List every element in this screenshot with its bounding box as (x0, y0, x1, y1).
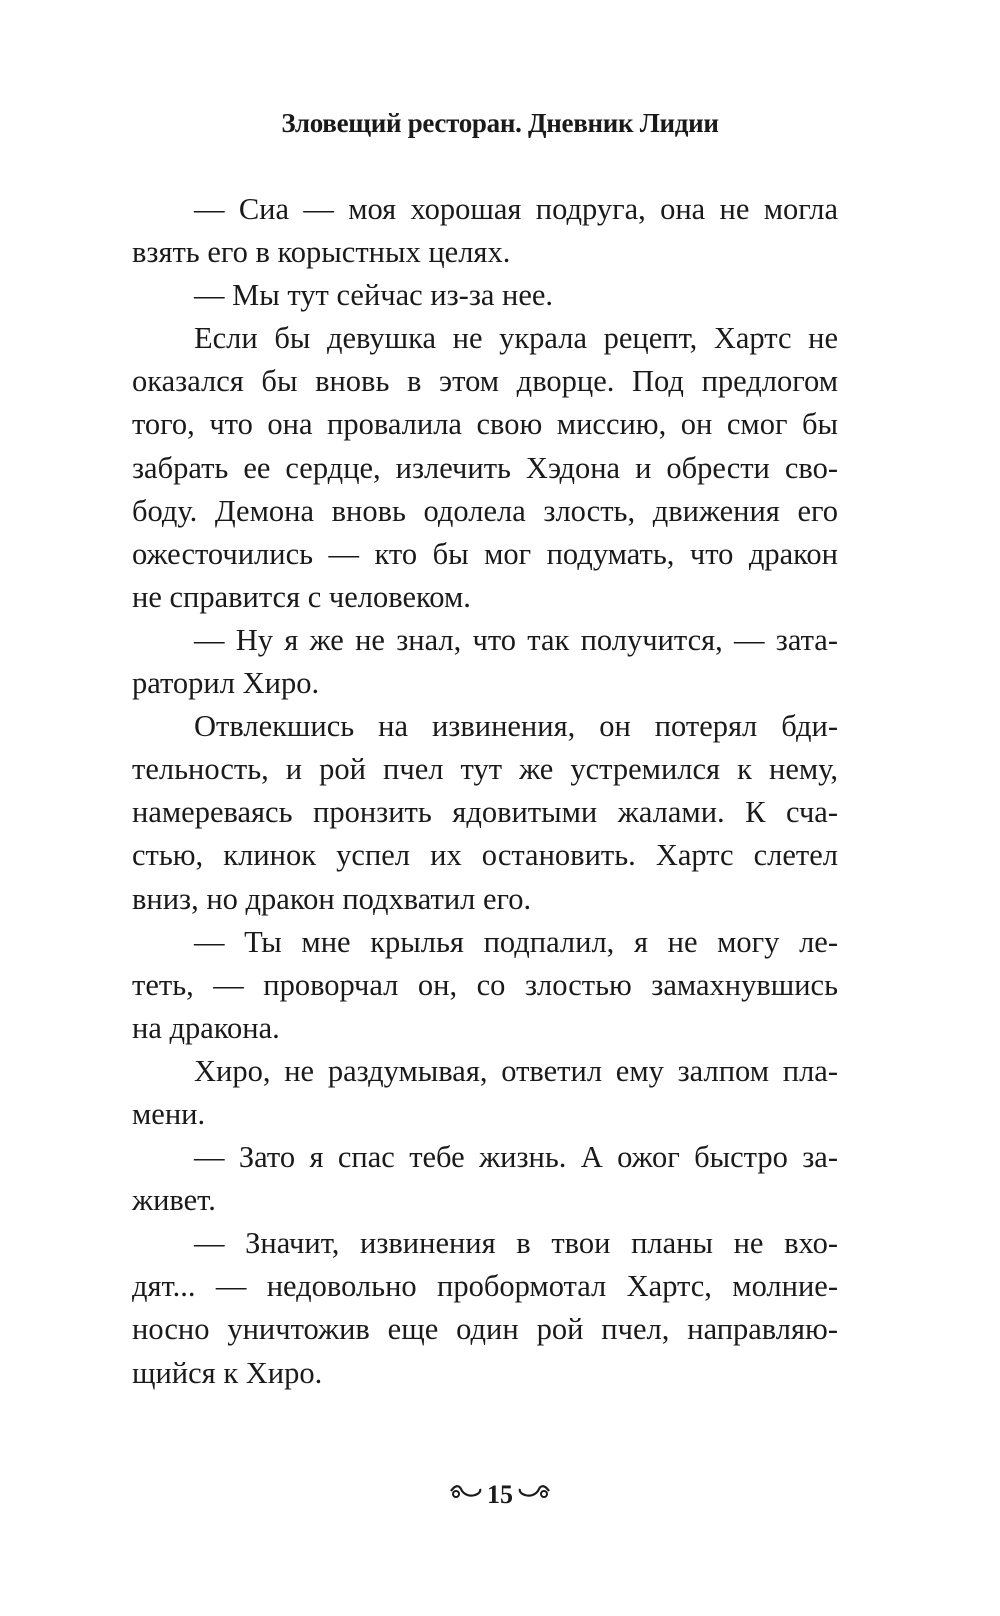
text-line: Отвлекшись на извинения, он потерял бди- (194, 709, 838, 744)
text-line: — Ну я же не знал, что так получится, — зата- (194, 622, 838, 657)
text-line: — Зато я спас тебе жизнь. А ожог быстро за- (194, 1140, 838, 1175)
page-body (132, 188, 838, 1395)
text-line: стью, клинок успел их остановить. Хартс слетел (132, 838, 838, 873)
text-line: Хиро, не раздумывая, ответил ему залпом пла- (194, 1053, 838, 1088)
text-line: ожесточились — кто бы мог подумать, что дракон (132, 536, 838, 571)
text-line: того, что она провалила свою миссию, он смог бы (132, 407, 838, 442)
swirl-left-icon (449, 1480, 483, 1510)
text-line: взять его в корыстных целях. (132, 235, 511, 270)
text-line: вниз, но дракон подхватил его. (132, 881, 532, 916)
page-footer (0, 1478, 1000, 1510)
text-line: живет. (132, 1183, 216, 1218)
text-line: боду. Демона вновь одолела злость, движения его (132, 493, 838, 528)
text-line: тельность, и рой пчел тут же устремился к нему, (132, 752, 838, 787)
text-line: щийся к Хиро. (132, 1355, 323, 1390)
running-header: Зловещий ресторан. Дневник Лидии (281, 108, 719, 138)
text-line: не справится с человеком. (132, 579, 471, 614)
text-line: намереваясь пронзить ядовитыми жалами. К сча- (132, 795, 838, 830)
text-line: дят... — недовольно пробормотал Хартс, молние- (132, 1269, 838, 1304)
text-line: носно уничтожив еще один рой пчел, направляю- (132, 1312, 838, 1347)
text-line: на дракона. (132, 1010, 280, 1045)
text-line: — Сиа — моя хорошая подруга, она не могла (194, 192, 838, 226)
text-line: оказался бы вновь в этом дворце. Под предлогом (132, 364, 838, 399)
text-line: — Ты мне крылья подпалил, я не могу ле- (194, 924, 838, 959)
text-line: теть, — проворчал он, со злостью замахнувшись (132, 967, 838, 1002)
text-line: забрать ее сердце, излечить Хэдона и обрести сво- (132, 450, 838, 485)
text-line: — Значит, извинения в твои планы не вхо- (194, 1226, 838, 1261)
page-number: 15 (487, 1480, 513, 1510)
swirl-right-icon (517, 1480, 551, 1510)
text-line: раторил Хиро. (132, 666, 320, 701)
text-line: Если бы девушка не украла рецепт, Хартс не (194, 321, 838, 356)
text-line: — Мы тут сейчас из-за нее. (194, 278, 554, 313)
text-line: мени. (132, 1096, 206, 1131)
